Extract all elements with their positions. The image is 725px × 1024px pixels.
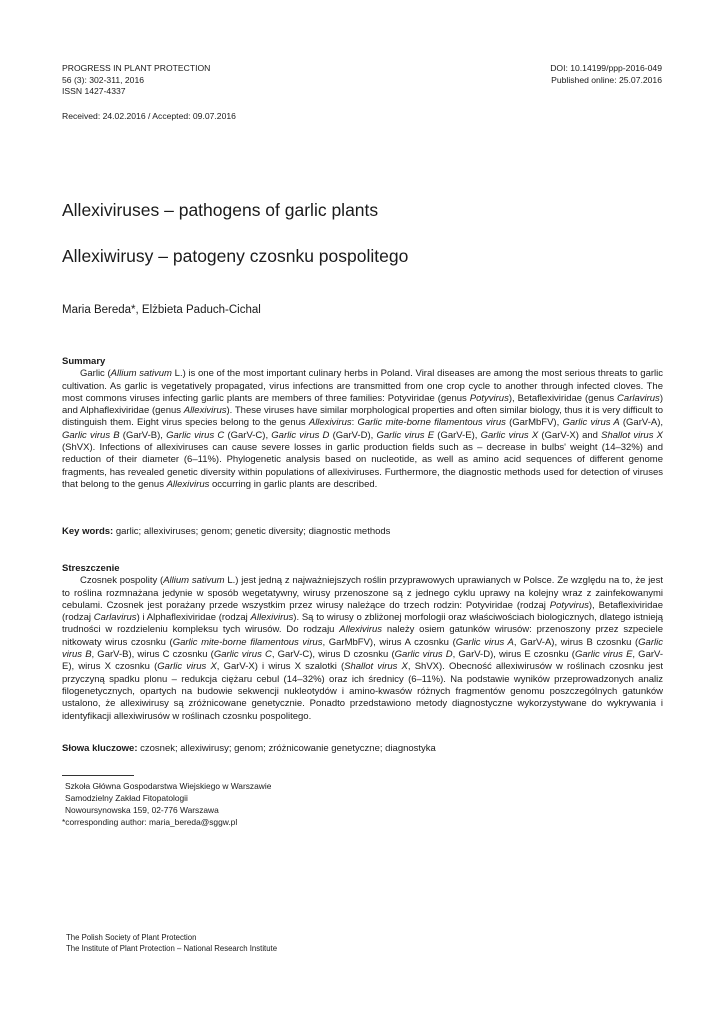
footnote-divider <box>62 775 134 776</box>
authors: Maria Bereda*, Elżbieta Paduch-Cichal <box>62 304 261 316</box>
streszczenie-heading: Streszczenie <box>62 563 120 574</box>
slowa-kluczowe-label: Słowa kluczowe: <box>62 743 138 754</box>
publisher-society: The Polish Society of Plant Protection <box>66 933 197 942</box>
summary-heading: Summary <box>62 356 106 367</box>
streszczenie-text: Czosnek pospolity (Allium sativum L.) jest jedną z najważniejszych roślin przyprawowych uprawianych w Polsce. Ze względu na to, że jest to roślina rozmnażana jedynie w sposób wegetatywny, wirusy przenoszone są z jednego cyklu uprawy na kolejny wraz z zainfekowanymi cebulami. Czosnek jest porażany przede wszystkim przez wirusy należące do trzech rodzin: Potyviridae (rodzaj Potyvirus), Betaflexiviridae (rodzaj Carlavirus) i Alphaflexiviridae (rodzaj Allexivirus). Są to wirusy o zbliżonej morfologii oraz właściwościach biologicznych, dlatego istnieją trudności w rozdzieleniu kompleksu tych wirusów. Do rodzaju Allexivirus należy osiem gatunków wirusów: przenoszony przez szpeciele nitkowaty wirus czosnku (Garlic mite-borne filamentous virus, GarMbFV), wirus A czosnku (Garlic virus A, GarV-A), wirus B czosnku (Garlic virus B, GarV-B), wirus C czosnku (Garlic virus C, GarV-C), wirus D czosnku (Garlic virus D, GarV-D), wirus E czosnku (Garlic virus E, GarV-E), wirus X czosnku (Garlic virus X, GarV-X) i wirus X szalotki (Shallot virus X, ShVX). Obecność allexiwirusów w roślinach czosnku jest przyczyną spadku plonu – redukcja ciężaru cebul (14–32%) oraz ich średnicy (6–11%). Na podstawie wyników przeprowadzonych analiz filogenetycznych, opartych na budowie sekwencji nukleotydów i amino-kwasów różnych fragmentów genomu poszczególnych gatunków ustalono, że allexiwirusy są zróżnicowane genetycznie. Ponadto przedstawiono metody diagnostyczne wykorzystywane do wykrywania i identyfikacji allexiwirusów w roślinach czosnku pospolitego. <box>62 575 663 722</box>
slowa-kluczowe <box>62 743 663 755</box>
keywords-text: garlic; allexiviruses; genom; genetic diversity; diagnostic methods <box>113 526 391 537</box>
journal-issn: ISSN 1427-4337 <box>62 86 126 97</box>
affiliation <box>62 780 271 828</box>
affiliation-department: Samodzielny Zakład Fitopatologii <box>65 793 188 803</box>
summary-section <box>62 356 663 491</box>
published-date: Published online: 25.07.2016 <box>551 74 662 85</box>
journal-header <box>62 63 210 98</box>
journal-volume: 56 (3): 302-311, 2016 <box>62 74 145 85</box>
title-english: Allexiviruses – pathogens of garlic plants <box>62 200 379 220</box>
doi-block <box>550 63 662 86</box>
streszczenie-section <box>62 563 663 723</box>
keywords-label: Key words: <box>62 526 114 537</box>
corresponding-author: *corresponding author: maria_bereda@sggw.pl <box>62 817 238 827</box>
publishers <box>66 932 277 954</box>
affiliation-university: Szkoła Główna Gospodarstwa Wiejskiego w Warszawie <box>65 781 272 791</box>
slowa-kluczowe-text: czosnek; allexiwirusy; genom; zróżnicowanie genetyczne; diagnostyka <box>137 743 436 754</box>
received-accepted: Received: 24.02.2016 / Accepted: 09.07.2016 <box>62 111 236 121</box>
title-polish: Allexiwirusy – patogeny czosnku pospolitego <box>62 246 409 266</box>
affiliation-address: Nowoursynowska 159, 02-776 Warszawa <box>65 805 219 815</box>
summary-text: Garlic (Allium sativum L.) is one of the most important culinary herbs in Poland. Viral diseases are among the most serious threats to garlic cultivation. As garlic is vegetatively propagated, virus infections are transmitted from one crop cycle to another through infected cloves. The most commons viruses infecting garlic plants are members of three families: Potyviridae (genus Potyvirus), Betaflexiviridae (genus Carlavirus) and Alphaflexiviridae (genus Allexivirus). These viruses have similar morphological properties and often similar biology, thus it is very difficult to distinguish them. Eight virus species belong to the genus Allexivirus: Garlic mite-borne filamentous virus (GarMbFV), Garlic virus A (GarV-A), Garlic virus B (GarV-B), Garlic virus C (GarV-C), Garlic virus D (GarV-D), Garlic virus E (GarV-E), Garlic virus X (GarV-X) and Shallot virus X (ShVX). Infections of allexiviruses can cause severe losses in garlic production fields such as – decrease in bulbs' weight (14–32%) and reduction of their diameter (6–11%). Phylogenetic analysis based on nucleotide, as well as amino acid sequences of different genome fragments, has revealed genetic diversity within populations of allexiviruses. Furthermore, the diagnostic methods used for detection of viruses that belong to the genus Allexivirus occurring in garlic plants are described. <box>62 368 663 490</box>
publisher-institute: The Institute of Plant Protection – National Research Institute <box>66 944 278 953</box>
keywords <box>62 526 663 538</box>
journal-name: PROGRESS IN PLANT PROTECTION <box>62 63 211 73</box>
doi: DOI: 10.14199/ppp-2016-049 <box>550 63 662 73</box>
